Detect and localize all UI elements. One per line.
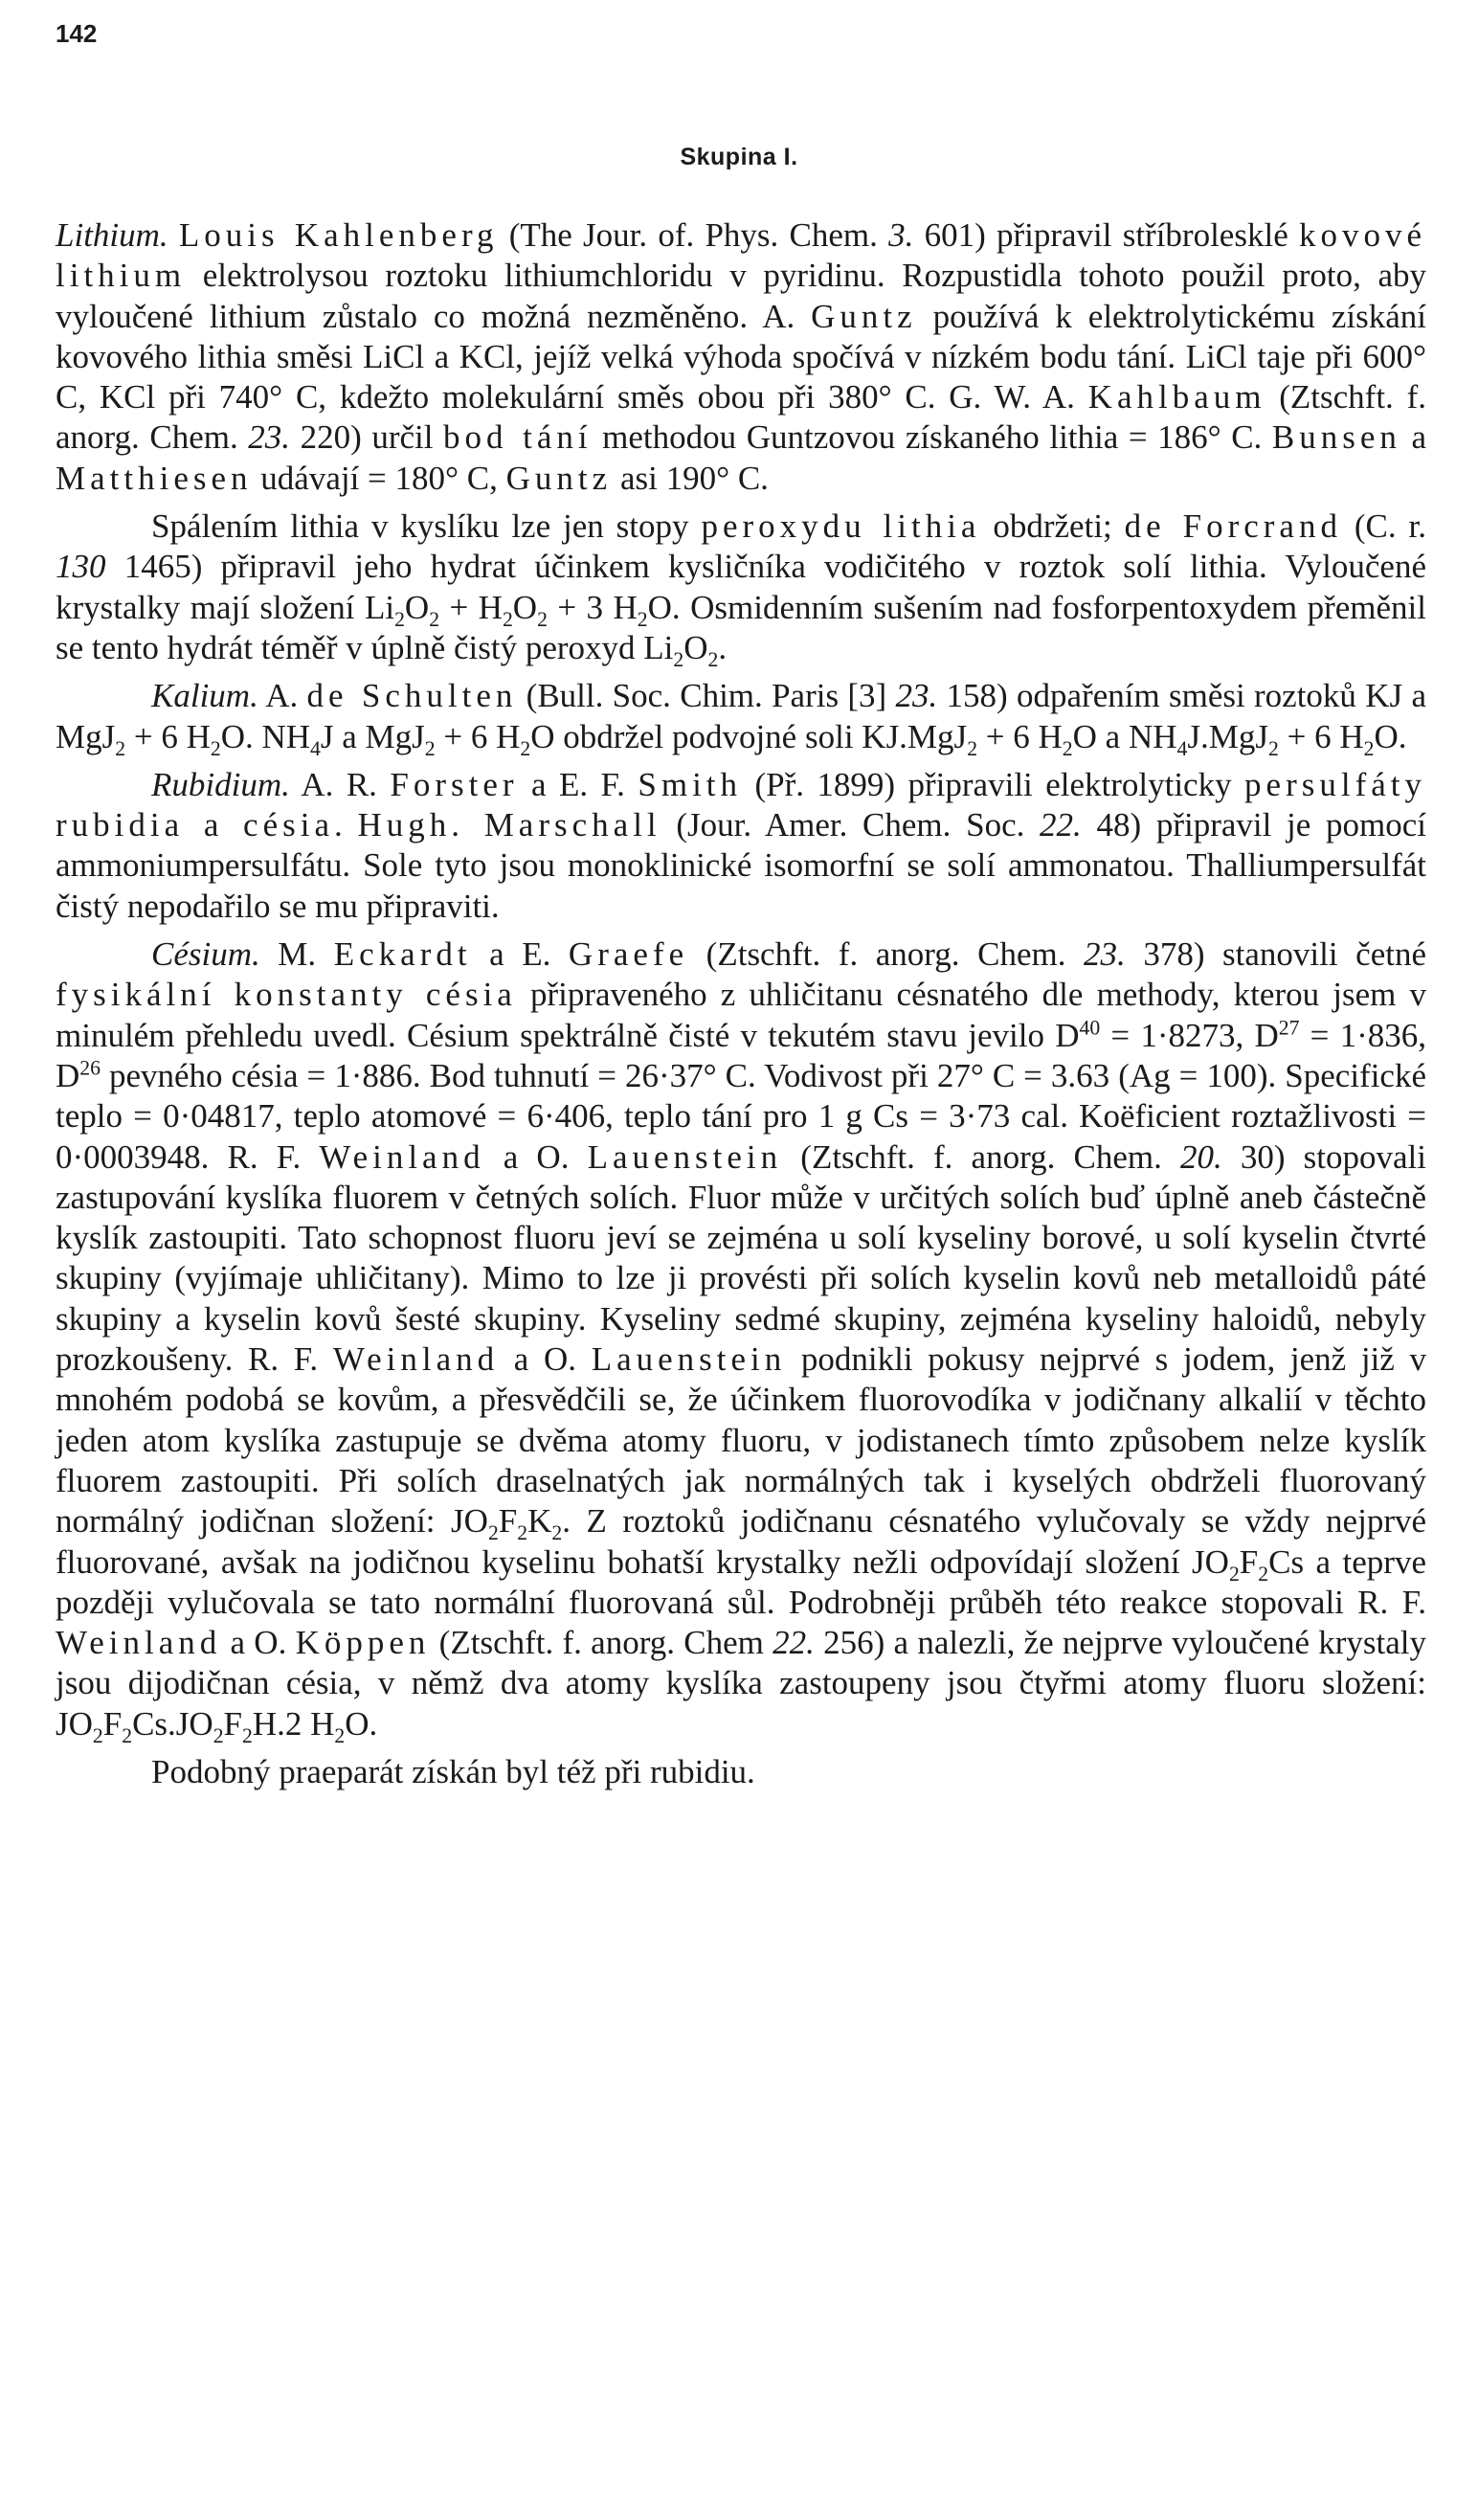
text-run: 2 [673, 647, 684, 671]
text-run: Guntz [811, 297, 917, 335]
text-run: O [404, 588, 430, 626]
text-run: 2 [1258, 1562, 1269, 1586]
paragraph-lead: Rubidium. [151, 765, 290, 803]
text-run: 2 [210, 736, 221, 760]
text-run: 2 [1062, 736, 1073, 760]
text-run: 2 [394, 607, 405, 631]
text-run: de Forcrand [1124, 507, 1342, 546]
text-run: 2 [242, 1723, 253, 1747]
text-run: peroxydu lithia [701, 507, 981, 546]
text-run: 2 [1363, 736, 1375, 760]
text-run: (The Jour. of. Phys. Chem. [498, 216, 889, 254]
text-run: J.MgJ [1187, 717, 1268, 755]
text-run: kovové lithium [56, 216, 1426, 295]
text-run: A. [258, 677, 307, 715]
text-run: J a MgJ [320, 717, 425, 755]
paragraph [56, 506, 1427, 671]
text-run: 4 [310, 736, 321, 760]
text-run: K [527, 1502, 552, 1541]
text-run: 2 [424, 736, 436, 760]
text-run: 2 [1228, 1562, 1240, 1586]
paragraph [56, 1752, 1426, 1792]
text-run: + 6 H [1278, 717, 1364, 755]
text-run: = 1·836, D [56, 1016, 1426, 1094]
text-run: 2 [429, 607, 440, 631]
text-run: 4 [1176, 736, 1188, 760]
text-run: methodou Guntzovou získaného lithia = 186° C. [592, 418, 1272, 457]
text-run: Guntz [505, 459, 613, 497]
text-run: Cs a teprve později vylučovala se tato normální fluorovaná sůl. Podrobněji průběh této reakce stopovali R. F. [56, 1542, 1426, 1621]
text-run: 23. [895, 677, 938, 715]
text-run [168, 216, 179, 254]
text-run: . Z roztoků jodičnanu césnatého vylučovaly se vždy nejprvé fluorované, avšak na jodičnou kyselinu bohatší krystalky nežli odpovídají složení JO [56, 1502, 1427, 1581]
text-run: 2 [517, 1521, 528, 1545]
text-run: 2 [502, 607, 513, 631]
text-run: O a NH [1072, 717, 1177, 755]
text-run: (Ztschft. f. anorg. Chem. [688, 935, 1085, 974]
text-run: a E. F. [518, 765, 638, 803]
text-run: Hugh. Marschall [357, 806, 661, 844]
text-run: O. Osmidenním sušením nad fosforpentoxydem přeměnil se tento hydrát téměř v úplně čistý peroxyd Li [56, 588, 1427, 666]
text-run: 20. [1179, 1137, 1222, 1176]
text-run: Weinland [56, 1624, 222, 1662]
text-run: 2 [537, 607, 548, 631]
text-run: udávají = 180° C, [252, 459, 506, 497]
text-run: + 6 H [125, 717, 211, 755]
text-run: a O. [499, 1340, 592, 1379]
text-run: . [334, 806, 358, 844]
text-run: připraveného z uhličitanu césnatého dle methody, kterou jsem v minulém přehledu uvedl. Césium spektrálně čisté v tekutém stavu jevilo D [56, 976, 1426, 1054]
text-run: 2 [967, 736, 978, 760]
text-run: 2 [213, 1723, 224, 1747]
text-run: 1465) připravil jeho hydrat účinkem kysličníka vodičitého v roztok solí lithia. Vyloučené krystalky mají složení Li [56, 548, 1426, 626]
text-run: 220) určil [290, 418, 444, 457]
text-run: 2 [551, 1521, 563, 1545]
body-text [56, 215, 1426, 1792]
text-run: O. NH [220, 717, 311, 755]
text-run: a O. [221, 1624, 296, 1662]
text-run: + 3 H [547, 588, 638, 626]
text-run: H.2 H [252, 1704, 335, 1743]
text-run: 2 [487, 1521, 499, 1545]
text-run: a [1400, 418, 1426, 457]
text-run: Smith [638, 765, 743, 803]
paragraph-lead: Césium. [151, 935, 260, 974]
text-run: . [718, 628, 728, 666]
text-run: + 6 H [435, 717, 521, 755]
text-run: 601) připravil stříbrolesklé [913, 216, 1299, 254]
text-run: 22. [1040, 806, 1082, 844]
section-heading: Skupina I. [680, 144, 798, 170]
text-run: a O. [484, 1137, 588, 1176]
text-run: Eckardt [333, 935, 472, 974]
text-run: O [512, 588, 538, 626]
text-run: 22. [773, 1624, 815, 1662]
text-run: F [102, 1704, 123, 1743]
text-run: 3. [888, 216, 914, 254]
text-run: 378) stanovili četné [1125, 935, 1426, 974]
text-run: O. [1374, 717, 1407, 755]
text-run: obdržeti; [980, 507, 1125, 546]
text-run: Podobný praeparát získán byl též při rubidiu. [151, 1752, 755, 1790]
text-run: podnikli pokusy nejprvé s jodem, jenž již v mnohém podobá se kovům, a přesvědčili se, že účinkem fluorovodíka v jodičnany alkalií v těchto jeden atom kyslíka zastupuje se dvěma atomy fluoru, v jodistanech tímto způsobem nelze kyslík fluorem zastoupiti. Při solích draselnatých jak normálných tak i kyselých obdrželi fluorovaný normálný jodičnan složení: JO [56, 1340, 1426, 1541]
text-run: 2 [520, 736, 531, 760]
text-run: 158) odpařením směsi roztoků KJ a MgJ [56, 677, 1426, 755]
text-run: Spálením lithia v kyslíku lze jen stopy [151, 507, 702, 546]
text-run: Lauenstein [591, 1340, 787, 1379]
paragraph [56, 934, 1427, 1747]
text-run: Matthiesen [56, 459, 253, 497]
text-run: 2 [115, 736, 126, 760]
paragraph-lead: Kalium. [151, 677, 258, 715]
text-run: Graefe [568, 935, 689, 974]
text-run: O [683, 628, 708, 666]
text-run: 130 [56, 548, 106, 586]
page-number: 142 [56, 19, 98, 48]
text-run: 2 [707, 647, 719, 671]
text-run: Louis Kahlenberg [178, 216, 499, 254]
text-run: Lauenstein [587, 1137, 783, 1176]
text-run: + 6 H [977, 717, 1063, 755]
text-run: (Bull. Soc. Chim. Paris [3] [517, 677, 896, 715]
text-run: 26 [79, 1056, 101, 1080]
text-run: O obdržel podvojné soli KJ.MgJ [530, 717, 968, 755]
text-run: Kahlbaum [1087, 378, 1266, 416]
text-run: (Ztschft. f. anorg. Chem [430, 1624, 773, 1662]
paragraph [56, 215, 1426, 499]
text-run: (Ztschft. f. anorg. Chem. [782, 1137, 1180, 1176]
text-run: (Jour. Amer. Chem. Soc. [661, 806, 1041, 844]
text-run: bod tání [443, 418, 593, 457]
text-run: Forster [390, 765, 519, 803]
text-run: F [1239, 1542, 1259, 1581]
text-run: Bunsen [1271, 418, 1401, 457]
text-run: 30) stopovali zastupování kyslíka fluorem v četných solích. Fluor může v určitých solích buď úplně aneb částečně kyslík zastoupiti. Tato schopnost fluoru jeví se zejména u solí kyseliny borové, u solí kyselin čtvrté skupiny (vyjímaje uhličitany). Mimo to lze ji provésti při solích kyselin kovů neb metalloidů páté skupiny a kyselin kovů šesté skupiny. Kyseliny sedmé skupiny, zejména kyseliny haloidů, nebyly prozkoušeny. R. F. [56, 1137, 1427, 1379]
text-run: + H [439, 588, 503, 626]
paragraph-lead: Lithium. [56, 216, 168, 254]
text-run: používá k elektrolytickému získání kovového lithia směsi LiCl a KCl, jejíž velká výhoda spočívá v nízkém bodu tání. LiCl taje při 600° C, KCl při 740° C, kdežto molekulární směs obou při 380° C. G. W. A. [56, 297, 1427, 416]
text-run: 256) a nalezli, že nejprve vyloučené krystaly jsou dijodičnan césia, v němž dva atomy kyslíka zastoupeny jsou čtyřmi atomy fluoru složení: JO [56, 1624, 1426, 1743]
paragraph [56, 676, 1426, 760]
text-run: 40 [1079, 1015, 1101, 1039]
text-run: A. R. [289, 765, 391, 803]
paragraph [56, 765, 1426, 927]
text-run: a E. [471, 935, 569, 974]
text-run: Köppen [295, 1624, 431, 1662]
text-run: M. [259, 935, 334, 974]
text-run: persulfáty rubidia a césia [56, 765, 1426, 844]
text-run: (C. r. [1341, 507, 1426, 546]
text-run: Cs.JO [132, 1704, 213, 1743]
text-run: Weinland [319, 1137, 485, 1176]
text-run: 2 [334, 1723, 346, 1747]
text-run: fysikální konstanty césia [56, 976, 517, 1014]
text-run: 23. [1084, 935, 1126, 974]
text-run: pevného césia = 1·886. Bod tuhnutí = 26·37° C. Vodivost při 27° C = 3.63 (Ag = 100). Specifické teplo = 0·04817, teplo atomové = 6·406, teplo tání pro 1 g Cs = 3·73 cal. Koëficient roztažlivosti = 0·0003948. R. F. [56, 1056, 1426, 1176]
text-run: (Ztschft. f. anorg. Chem. [56, 378, 1426, 457]
text-run: 2 [1267, 736, 1279, 760]
text-run: (Př. 1899) připravili elektrolyticky [742, 765, 1245, 803]
text-run: F [498, 1502, 518, 1541]
text-run: 48) připravil je pomocí ammoniumpersulfátu. Sole tyto jsou monoklinické isomorfní se solí ammonatou. Thalliumpersulfát čistý nepodařilo se mu připraviti. [56, 806, 1426, 925]
text-run: de Schulten [306, 677, 518, 715]
text-run: asi 190° C. [612, 459, 769, 497]
text-run: 23. [248, 418, 291, 457]
text-run: = 1·8273, D [1100, 1016, 1279, 1054]
text-run: 2 [637, 607, 648, 631]
text-run: 27 [1278, 1015, 1300, 1039]
text-run: O. [345, 1704, 378, 1743]
text-run: F [223, 1704, 242, 1743]
text-run: 2 [122, 1723, 133, 1747]
text-run: Weinland [332, 1340, 500, 1379]
text-run: elektrolysou roztoku lithiumchloridu v pyridinu. Rozpustidla tohoto použil proto, aby vyloučené lithium zůstalo co možná nezměněno. A. [56, 257, 1426, 335]
text-run: 2 [92, 1723, 103, 1747]
